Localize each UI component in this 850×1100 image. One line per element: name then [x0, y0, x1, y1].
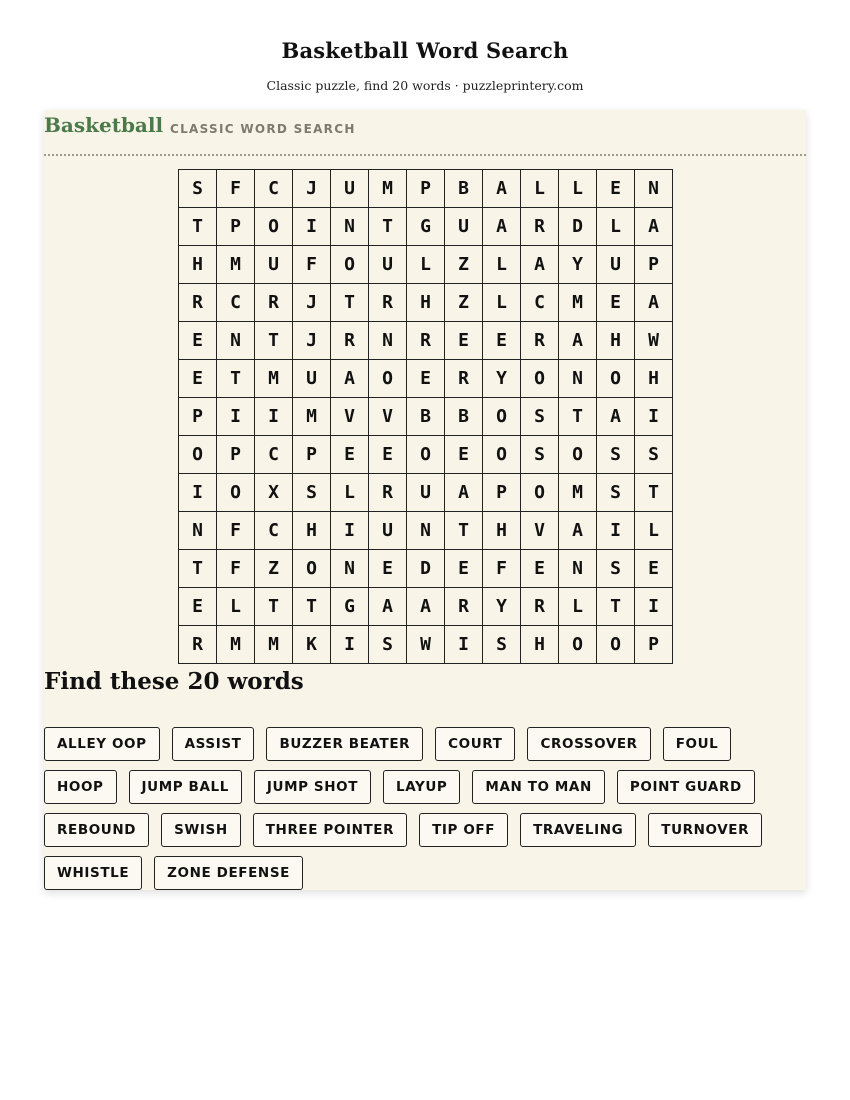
grid-cell[interactable]: H: [407, 284, 445, 322]
grid-cell[interactable]: U: [369, 512, 407, 550]
grid-cell[interactable]: O: [597, 360, 635, 398]
grid-cell[interactable]: I: [331, 626, 369, 664]
grid-cell[interactable]: I: [445, 626, 483, 664]
grid-cell[interactable]: H: [635, 360, 673, 398]
grid-cell[interactable]: E: [369, 550, 407, 588]
grid-cell[interactable]: I: [597, 512, 635, 550]
grid-cell[interactable]: F: [217, 512, 255, 550]
grid-cell[interactable]: S: [521, 436, 559, 474]
grid-cell[interactable]: J: [293, 322, 331, 360]
grid-cell[interactable]: O: [521, 474, 559, 512]
grid-cell[interactable]: I: [179, 474, 217, 512]
word-chip[interactable]: HOOP: [44, 770, 117, 804]
grid-cell[interactable]: M: [559, 474, 597, 512]
grid-cell[interactable]: X: [255, 474, 293, 512]
word-bank-title: Find these 20 words: [44, 668, 304, 695]
grid-cell[interactable]: A: [559, 322, 597, 360]
grid-cell[interactable]: U: [369, 246, 407, 284]
grid-cell[interactable]: E: [521, 550, 559, 588]
grid-cell[interactable]: T: [635, 474, 673, 512]
grid-cell[interactable]: P: [217, 208, 255, 246]
grid-cell[interactable]: E: [445, 322, 483, 360]
grid-cell[interactable]: M: [217, 246, 255, 284]
grid-cell[interactable]: H: [483, 512, 521, 550]
grid-cell[interactable]: A: [521, 246, 559, 284]
grid-cell[interactable]: E: [179, 322, 217, 360]
grid-cell[interactable]: F: [293, 246, 331, 284]
grid-cell[interactable]: O: [559, 626, 597, 664]
grid-cell[interactable]: S: [179, 170, 217, 208]
grid-cell[interactable]: S: [521, 398, 559, 436]
grid-cell[interactable]: T: [255, 588, 293, 626]
grid-cell[interactable]: U: [331, 170, 369, 208]
grid-cell[interactable]: E: [445, 436, 483, 474]
grid-cell[interactable]: N: [331, 550, 369, 588]
grid-cell[interactable]: T: [217, 360, 255, 398]
word-chip[interactable]: JUMP SHOT: [254, 770, 371, 804]
puzzle-type-label: CLASSIC WORD SEARCH: [170, 122, 356, 136]
grid-cell[interactable]: P: [217, 436, 255, 474]
grid-cell[interactable]: P: [635, 246, 673, 284]
grid-cell[interactable]: S: [597, 436, 635, 474]
grid-cell[interactable]: O: [407, 436, 445, 474]
brand-title: Basketball: [44, 113, 164, 137]
grid-cell[interactable]: N: [369, 322, 407, 360]
grid-cell[interactable]: R: [521, 588, 559, 626]
grid-cell[interactable]: P: [179, 398, 217, 436]
grid-cell[interactable]: I: [331, 512, 369, 550]
grid-cell[interactable]: O: [483, 398, 521, 436]
grid-cell[interactable]: H: [293, 512, 331, 550]
grid-cell[interactable]: V: [369, 398, 407, 436]
grid-cell[interactable]: M: [217, 626, 255, 664]
puzzle-card: [44, 110, 806, 890]
grid-cell[interactable]: A: [369, 588, 407, 626]
grid-cell[interactable]: O: [217, 474, 255, 512]
grid-cell[interactable]: L: [407, 246, 445, 284]
grid-cell[interactable]: L: [521, 170, 559, 208]
grid-cell[interactable]: S: [369, 626, 407, 664]
grid-cell[interactable]: N: [407, 512, 445, 550]
grid-cell[interactable]: R: [445, 360, 483, 398]
grid-cell[interactable]: E: [483, 322, 521, 360]
grid-cell[interactable]: C: [255, 170, 293, 208]
grid-cell[interactable]: L: [217, 588, 255, 626]
grid-cell[interactable]: O: [369, 360, 407, 398]
grid-cell[interactable]: T: [255, 322, 293, 360]
grid-cell[interactable]: M: [255, 626, 293, 664]
grid-cell[interactable]: H: [179, 246, 217, 284]
grid-cell[interactable]: E: [331, 436, 369, 474]
grid-cell[interactable]: T: [179, 550, 217, 588]
grid-cell[interactable]: S: [597, 550, 635, 588]
grid-cell[interactable]: P: [407, 170, 445, 208]
grid-cell[interactable]: N: [635, 170, 673, 208]
grid-cell[interactable]: Y: [559, 246, 597, 284]
word-chip[interactable]: CROSSOVER: [527, 727, 650, 761]
grid-cell[interactable]: R: [445, 588, 483, 626]
grid-cell[interactable]: A: [483, 170, 521, 208]
grid-cell[interactable]: S: [635, 436, 673, 474]
letter-grid: [178, 169, 673, 664]
grid-cell[interactable]: K: [293, 626, 331, 664]
word-chip[interactable]: LAYUP: [383, 770, 460, 804]
word-chip[interactable]: TIP OFF: [419, 813, 508, 847]
grid-cell[interactable]: E: [597, 170, 635, 208]
grid-cell[interactable]: R: [369, 284, 407, 322]
grid-cell[interactable]: F: [217, 170, 255, 208]
grid-cell[interactable]: O: [521, 360, 559, 398]
grid-cell[interactable]: A: [559, 512, 597, 550]
grid-cell[interactable]: T: [597, 588, 635, 626]
grid-cell[interactable]: I: [635, 398, 673, 436]
grid-cell[interactable]: T: [559, 398, 597, 436]
grid-cell[interactable]: Z: [255, 550, 293, 588]
grid-cell[interactable]: M: [369, 170, 407, 208]
grid-cell[interactable]: M: [255, 360, 293, 398]
grid-cell[interactable]: O: [179, 436, 217, 474]
grid-cell[interactable]: P: [293, 436, 331, 474]
grid-cell[interactable]: N: [559, 550, 597, 588]
grid-cell[interactable]: Z: [445, 246, 483, 284]
grid-cell[interactable]: U: [255, 246, 293, 284]
grid-cell[interactable]: Z: [445, 284, 483, 322]
grid-cell[interactable]: I: [217, 398, 255, 436]
grid-cell[interactable]: E: [635, 550, 673, 588]
grid-cell[interactable]: J: [293, 284, 331, 322]
word-chip[interactable]: POINT GUARD: [617, 770, 755, 804]
grid-cell[interactable]: R: [369, 474, 407, 512]
grid-cell[interactable]: R: [521, 322, 559, 360]
word-bank: [44, 727, 814, 890]
grid-cell[interactable]: O: [559, 436, 597, 474]
grid-cell[interactable]: U: [445, 208, 483, 246]
grid-cell[interactable]: S: [597, 474, 635, 512]
grid-cell[interactable]: Y: [483, 588, 521, 626]
grid-cell[interactable]: A: [635, 208, 673, 246]
grid-cell[interactable]: V: [331, 398, 369, 436]
grid-cell[interactable]: G: [407, 208, 445, 246]
word-chip[interactable]: WHISTLE: [44, 856, 142, 890]
grid-cell[interactable]: W: [407, 626, 445, 664]
grid-cell[interactable]: U: [597, 246, 635, 284]
grid-cell[interactable]: C: [521, 284, 559, 322]
grid-cell[interactable]: A: [407, 588, 445, 626]
page-subtitle: Classic puzzle, find 20 words · puzzleprintery.com: [266, 78, 584, 93]
grid-cell[interactable]: J: [293, 170, 331, 208]
grid-cell[interactable]: W: [635, 322, 673, 360]
grid-cell[interactable]: C: [255, 512, 293, 550]
grid-cell[interactable]: N: [179, 512, 217, 550]
grid-cell[interactable]: R: [179, 284, 217, 322]
grid-cell[interactable]: S: [293, 474, 331, 512]
word-chip[interactable]: MAN TO MAN: [472, 770, 604, 804]
grid-cell[interactable]: G: [331, 588, 369, 626]
grid-cell[interactable]: O: [331, 246, 369, 284]
word-chip[interactable]: BUZZER BEATER: [266, 727, 423, 761]
grid-cell[interactable]: T: [331, 284, 369, 322]
grid-cell[interactable]: B: [445, 398, 483, 436]
grid-cell[interactable]: E: [597, 284, 635, 322]
grid-cell[interactable]: V: [521, 512, 559, 550]
grid-cell[interactable]: Y: [483, 360, 521, 398]
grid-cell[interactable]: M: [559, 284, 597, 322]
grid-cell[interactable]: O: [255, 208, 293, 246]
grid-cell[interactable]: D: [559, 208, 597, 246]
grid-cell[interactable]: L: [597, 208, 635, 246]
grid-cell[interactable]: O: [483, 436, 521, 474]
grid-cell[interactable]: A: [635, 284, 673, 322]
grid-cell[interactable]: R: [521, 208, 559, 246]
grid-cell[interactable]: H: [597, 322, 635, 360]
word-chip[interactable]: TRAVELING: [520, 813, 636, 847]
grid-cell[interactable]: N: [217, 322, 255, 360]
grid-cell[interactable]: E: [369, 436, 407, 474]
grid-cell[interactable]: R: [255, 284, 293, 322]
grid-cell[interactable]: R: [407, 322, 445, 360]
grid-cell[interactable]: S: [483, 626, 521, 664]
grid-cell[interactable]: B: [445, 170, 483, 208]
grid-cell[interactable]: I: [635, 588, 673, 626]
card-header: [44, 110, 806, 156]
grid-cell[interactable]: U: [407, 474, 445, 512]
page-title: Basketball Word Search: [281, 38, 569, 63]
grid-cell[interactable]: P: [483, 474, 521, 512]
grid-cell[interactable]: F: [483, 550, 521, 588]
word-chip[interactable]: SWISH: [161, 813, 241, 847]
grid-cell[interactable]: H: [521, 626, 559, 664]
word-chip[interactable]: TURNOVER: [648, 813, 762, 847]
grid-cell[interactable]: F: [217, 550, 255, 588]
grid-cell[interactable]: T: [445, 512, 483, 550]
grid-cell[interactable]: N: [331, 208, 369, 246]
word-chip[interactable]: ZONE DEFENSE: [154, 856, 303, 890]
grid-cell[interactable]: L: [559, 588, 597, 626]
grid-cell[interactable]: P: [635, 626, 673, 664]
grid-cell[interactable]: I: [293, 208, 331, 246]
grid-cell[interactable]: L: [559, 170, 597, 208]
grid-cell[interactable]: R: [179, 626, 217, 664]
word-chip[interactable]: JUMP BALL: [129, 770, 242, 804]
grid-cell[interactable]: C: [255, 436, 293, 474]
grid-cell[interactable]: A: [597, 398, 635, 436]
grid-cell[interactable]: T: [293, 588, 331, 626]
grid-cell[interactable]: A: [483, 208, 521, 246]
grid-cell[interactable]: M: [293, 398, 331, 436]
grid-cell[interactable]: L: [331, 474, 369, 512]
grid-cell[interactable]: B: [407, 398, 445, 436]
grid-cell[interactable]: T: [369, 208, 407, 246]
grid-cell[interactable]: N: [559, 360, 597, 398]
grid-cell[interactable]: O: [597, 626, 635, 664]
word-chip[interactable]: ASSIST: [172, 727, 255, 761]
grid-cell[interactable]: R: [331, 322, 369, 360]
word-chip[interactable]: FOUL: [663, 727, 732, 761]
grid-cell[interactable]: D: [407, 550, 445, 588]
word-chip[interactable]: ALLEY OOP: [44, 727, 160, 761]
word-chip[interactable]: REBOUND: [44, 813, 149, 847]
word-chip[interactable]: COURT: [435, 727, 515, 761]
grid-cell[interactable]: E: [407, 360, 445, 398]
grid-cell[interactable]: U: [293, 360, 331, 398]
grid-cell[interactable]: A: [331, 360, 369, 398]
grid-cell[interactable]: L: [483, 246, 521, 284]
grid-cell[interactable]: C: [217, 284, 255, 322]
word-chip[interactable]: THREE POINTER: [253, 813, 407, 847]
grid-cell[interactable]: E: [445, 550, 483, 588]
grid-cell[interactable]: O: [293, 550, 331, 588]
grid-cell[interactable]: L: [635, 512, 673, 550]
grid-cell[interactable]: L: [483, 284, 521, 322]
grid-cell[interactable]: T: [179, 208, 217, 246]
grid-cell[interactable]: E: [179, 360, 217, 398]
grid-cell[interactable]: E: [179, 588, 217, 626]
grid-cell[interactable]: I: [255, 398, 293, 436]
grid-cell[interactable]: A: [445, 474, 483, 512]
